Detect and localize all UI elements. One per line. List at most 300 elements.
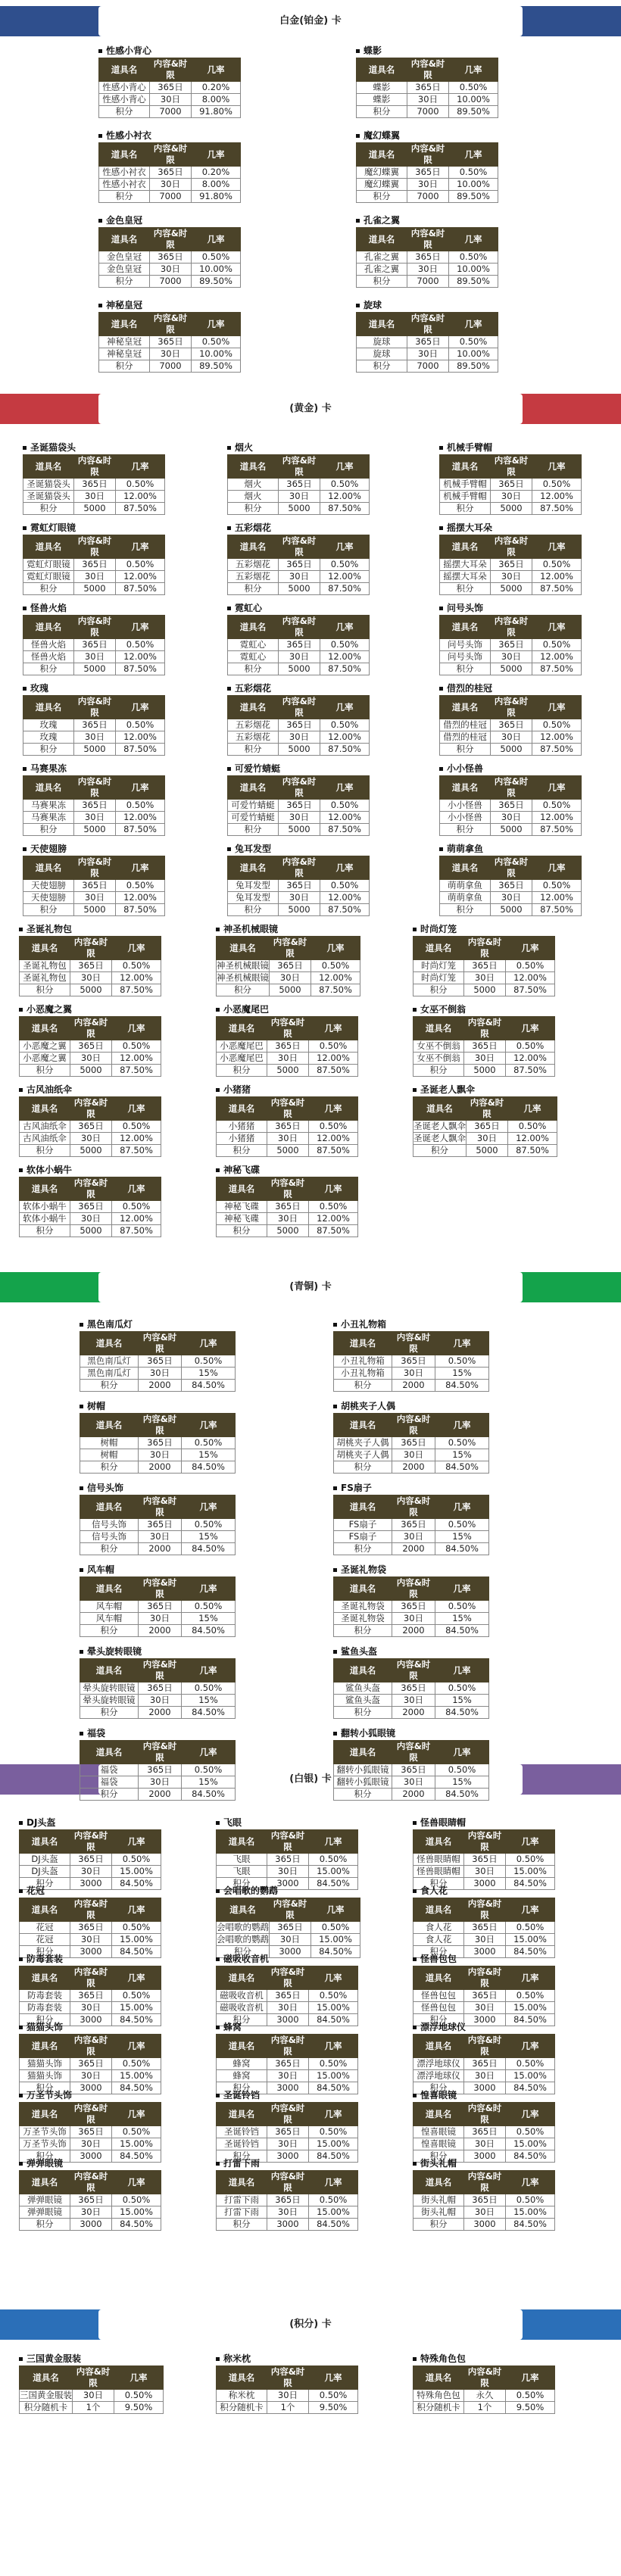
table-cell: 积分: [413, 2219, 464, 2231]
item-card: [413, 2352, 555, 2414]
item-card-title-text: 孔雀之翼: [364, 215, 401, 226]
table-header-cell: 内容&时限: [407, 313, 449, 336]
table-cell: 怪兽火焰: [23, 639, 74, 651]
probability-table: [413, 1898, 555, 1958]
bullet-square-icon: [216, 1088, 220, 1092]
bullet-square-icon: [333, 1650, 337, 1654]
item-card-title-text: 摇摆大耳朵: [447, 522, 493, 533]
table-header-row: [23, 776, 165, 800]
table-row: [217, 960, 360, 972]
probability-table: [216, 1829, 358, 1890]
table-cell: 0.50%: [112, 1040, 161, 1053]
table-cell: 30日: [267, 2070, 309, 2082]
table-cell: 3000: [267, 2150, 309, 2163]
table-cell: 神秘皇冠: [99, 336, 150, 348]
item-card-title-text: 烟火: [235, 442, 254, 453]
table-cell: 30日: [392, 1613, 435, 1625]
probability-table: [413, 2365, 555, 2414]
table-row: [23, 559, 165, 571]
table-cell: 问号头饰: [440, 639, 491, 651]
section-title: (白银) 卡: [289, 1773, 332, 1785]
bullet-square-icon: [98, 134, 102, 138]
item-card-title-text: 鲨鱼头盔: [341, 1646, 378, 1657]
table-cell: 0.50%: [309, 1201, 358, 1213]
table-header-cell: 道具名: [440, 455, 491, 479]
probability-table: [23, 695, 165, 756]
table-cell: 烟火: [228, 491, 279, 503]
bullet-square-icon: [227, 526, 231, 530]
table-row: [20, 1922, 161, 1934]
table-header-cell: 内容&时限: [70, 1898, 112, 1922]
table-cell: 1个: [267, 2402, 309, 2414]
table-cell: 0.50%: [116, 479, 165, 491]
table-row: [228, 800, 370, 812]
table-cell: 机械手臂帽: [440, 491, 491, 503]
table-row: [413, 2138, 555, 2150]
table-cell: 防毒套装: [20, 1990, 70, 2002]
table-cell: 5000: [279, 583, 320, 595]
bullet-square-icon: [216, 1008, 220, 1012]
table-row: [357, 106, 498, 118]
table-cell: 365日: [139, 1355, 182, 1368]
bullet-square-icon: [98, 304, 102, 307]
table-header-cell: 内容&时限: [150, 143, 192, 167]
table-header-row: [440, 455, 582, 479]
table-header-cell: 几率: [114, 2366, 164, 2390]
table-cell: 12.00%: [116, 731, 165, 744]
bullet-square-icon: [98, 49, 102, 53]
bullet-square-icon: [333, 1732, 337, 1736]
bullet-square-icon: [216, 2026, 220, 2029]
table-row: [20, 2390, 164, 2402]
table-cell: 积分: [20, 984, 70, 996]
table-cell: 12.00%: [112, 972, 161, 984]
table-header-cell: 内容&时限: [70, 2171, 112, 2194]
table-row: [23, 503, 165, 515]
table-cell: 30日: [150, 348, 192, 360]
table-cell: 87.50%: [532, 904, 582, 916]
table-cell: 积分: [357, 106, 407, 118]
table-row: [440, 559, 582, 571]
table-row: [80, 1613, 236, 1625]
probability-table: [19, 1177, 161, 1237]
item-card-title-text: 磁吸收音机: [223, 1954, 270, 1964]
bullet-square-icon: [216, 1889, 220, 1893]
table-cell: 会唱歌的鹦鹉: [217, 1934, 269, 1944]
table-header-cell: 道具名: [217, 1830, 267, 1854]
table-cell: 0.50%: [320, 479, 370, 491]
table-cell: 五彩烟花: [228, 719, 279, 731]
item-card-title: [227, 681, 370, 695]
table-header-row: [357, 313, 498, 336]
table-row: [20, 1990, 161, 2002]
table-header-cell: 道具名: [80, 1741, 139, 1764]
table-cell: 365日: [70, 1922, 112, 1934]
table-cell: 12.00%: [116, 892, 165, 904]
bullet-square-icon: [80, 1568, 83, 1572]
table-header-cell: 道具名: [217, 1966, 267, 1990]
table-header-cell: 内容&时限: [392, 1659, 435, 1683]
table-cell: 0.50%: [116, 800, 165, 812]
table-cell: 0.50%: [506, 1040, 555, 1053]
table-header-cell: 几率: [435, 1332, 489, 1355]
table-cell: 30日: [150, 179, 192, 191]
table-cell: 旋球: [357, 348, 407, 360]
table-cell: 30日: [464, 2070, 506, 2082]
item-card-title: [19, 2088, 161, 2102]
table-cell: 87.50%: [506, 984, 555, 996]
item-card-title: [19, 1816, 161, 1829]
table-row: [23, 731, 165, 744]
table-row: [413, 1053, 555, 1065]
probability-table: [413, 2102, 555, 2163]
table-row: [99, 94, 241, 106]
item-card: [23, 601, 165, 675]
item-card-title: [439, 762, 582, 775]
table-header-cell: 内容&时限: [270, 937, 311, 960]
table-header-cell: 几率: [116, 776, 165, 800]
table-cell: 0.50%: [112, 960, 161, 972]
item-card-title-text: 福袋: [87, 1728, 106, 1739]
item-card-title: [19, 1083, 161, 1096]
table-cell: 积分随机卡: [413, 2402, 464, 2414]
table-cell: 积分: [20, 1878, 70, 1890]
bullet-square-icon: [333, 1486, 337, 1490]
table-row: [413, 2390, 555, 2402]
table-cell: 365日: [74, 639, 116, 651]
table-row: [228, 651, 370, 663]
table-cell: 365日: [279, 559, 320, 571]
item-card-title-text: 古风油纸伞: [27, 1084, 73, 1095]
probability-table: [413, 2170, 555, 2231]
item-card-title-text: 怪兽火焰: [30, 603, 67, 613]
table-row: [413, 1854, 555, 1866]
item-card: [439, 601, 582, 675]
table-cell: 30日: [74, 812, 116, 824]
table-cell: 87.50%: [532, 583, 582, 595]
table-row: [440, 571, 582, 583]
table-header-row: [20, 2103, 161, 2126]
table-cell: 女巫不倒翁: [413, 1053, 464, 1065]
table-row: [357, 336, 498, 348]
item-card-title-text: 飞眼: [223, 1817, 242, 1828]
table-header-cell: 内容&时限: [70, 1017, 112, 1040]
item-card-title: [333, 1318, 489, 1331]
table-cell: 365日: [139, 1601, 182, 1613]
table-row: [334, 1380, 489, 1392]
item-card-title-text: 万圣节头饰: [27, 2090, 73, 2100]
item-card: [216, 1816, 358, 1890]
table-cell: 15%: [435, 1449, 489, 1461]
probability-table: [216, 1177, 358, 1237]
table-row: [23, 880, 165, 892]
table-cell: 萌萌拿鱼: [440, 880, 491, 892]
table-cell: 365日: [139, 1764, 182, 1776]
table-cell: 积分: [228, 904, 279, 916]
table-row: [20, 1040, 161, 1053]
table-cell: 0.50%: [320, 880, 370, 892]
table-cell: 30日: [267, 2138, 309, 2150]
table-header-cell: 内容&时限: [139, 1659, 182, 1683]
item-card-title: [80, 1318, 236, 1331]
table-cell: 怪兽眼睛帽: [413, 1866, 464, 1878]
table-row: [413, 1133, 557, 1145]
table-cell: 365日: [139, 1519, 182, 1531]
table-cell: 0.50%: [508, 1121, 557, 1133]
table-cell: 0.50%: [435, 1764, 489, 1776]
probability-table: [439, 615, 582, 675]
table-cell: 12.00%: [532, 651, 582, 663]
bullet-square-icon: [227, 847, 231, 851]
item-card-title-text: 怪兽眼睛帽: [420, 1817, 467, 1828]
table-cell: 87.50%: [508, 1145, 557, 1157]
table-cell: 84.50%: [506, 1878, 555, 1890]
table-cell: 时尚灯笼: [413, 960, 464, 972]
bullet-square-icon: [413, 2357, 417, 2361]
table-cell: 神秘皇冠: [99, 348, 150, 360]
table-row: [20, 1145, 161, 1157]
table-header-cell: 内容&时限: [139, 1332, 182, 1355]
table-header-cell: 几率: [309, 2171, 358, 2194]
table-header-cell: 几率: [309, 1966, 358, 1990]
table-cell: 积分: [228, 583, 279, 595]
table-cell: 性感小衬衣: [99, 167, 150, 179]
probability-table: [98, 58, 241, 118]
table-cell: 积分: [440, 503, 491, 515]
table-cell: 365日: [464, 960, 506, 972]
table-cell: 84.50%: [112, 2014, 161, 2026]
table-cell: 信号头饰: [80, 1531, 139, 1543]
table-header-row: [413, 1966, 555, 1990]
table-cell: 0.50%: [532, 639, 582, 651]
table-cell: 性感小背心: [99, 82, 150, 94]
item-card: [413, 2088, 555, 2163]
table-cell: 30日: [150, 264, 192, 276]
table-row: [99, 348, 241, 360]
table-cell: 30日: [407, 264, 449, 276]
table-header-cell: 内容&时限: [74, 616, 116, 639]
probability-table: [23, 856, 165, 916]
bullet-square-icon: [80, 1486, 83, 1490]
table-row: [217, 1866, 358, 1878]
table-cell: 30日: [74, 571, 116, 583]
item-card: [216, 1884, 360, 1958]
table-cell: 积分: [23, 824, 74, 836]
table-cell: 0.50%: [435, 1683, 489, 1695]
table-cell: 福袋: [80, 1776, 139, 1789]
table-cell: 猫猫头饰: [20, 2070, 70, 2082]
table-row: [413, 2002, 555, 2014]
table-cell: 神秘飞碟: [217, 1213, 267, 1225]
table-cell: 87.50%: [311, 984, 360, 996]
table-header-cell: 道具名: [217, 1097, 267, 1121]
table-row: [80, 1764, 236, 1776]
table-cell: 9.50%: [506, 2402, 555, 2414]
table-cell: 晕头旋转眼镜: [80, 1695, 139, 1707]
table-cell: 12.00%: [116, 571, 165, 583]
table-cell: 翻转小狐眼镜: [334, 1764, 392, 1776]
table-cell: 晕头旋转眼镜: [80, 1683, 139, 1695]
table-row: [20, 2194, 161, 2206]
item-card-title: [356, 44, 498, 58]
table-cell: 金色皇冠: [99, 264, 150, 276]
item-card: [333, 1563, 489, 1637]
table-cell: 15%: [435, 1531, 489, 1543]
bullet-square-icon: [439, 607, 443, 610]
table-cell: 0.20%: [192, 167, 241, 179]
item-card-title: [19, 1884, 161, 1898]
item-card-title: [356, 298, 498, 312]
table-header-cell: 内容&时限: [267, 1177, 309, 1201]
table-cell: 365日: [70, 2194, 112, 2206]
item-card-title-text: 怪兽包包: [420, 1954, 457, 1964]
table-header-cell: 道具名: [413, 1830, 464, 1854]
table-cell: 小小怪兽: [440, 800, 491, 812]
table-cell: 365日: [267, 1201, 309, 1213]
table-cell: 84.50%: [435, 1707, 489, 1719]
table-row: [217, 1225, 358, 1237]
table-row: [413, 2402, 555, 2414]
table-cell: 积分: [334, 1380, 392, 1392]
bullet-square-icon: [23, 687, 27, 691]
table-cell: 小猪猪: [217, 1133, 267, 1145]
table-cell: 365日: [491, 559, 532, 571]
bullet-square-icon: [19, 1008, 23, 1012]
table-cell: 0.50%: [116, 639, 165, 651]
table-row: [23, 663, 165, 675]
table-header-row: [23, 696, 165, 719]
table-row: [80, 1543, 236, 1555]
table-row: [217, 1213, 358, 1225]
table-cell: 圣诞铃铛: [217, 2126, 267, 2138]
table-header-cell: 几率: [192, 58, 241, 82]
table-cell: 84.50%: [435, 1461, 489, 1474]
table-cell: 打雷下雨: [217, 2194, 267, 2206]
table-row: [23, 651, 165, 663]
table-cell: 30日: [407, 348, 449, 360]
table-row: [80, 1695, 236, 1707]
table-cell: 30日: [464, 2206, 506, 2219]
table-cell: 积分: [440, 744, 491, 756]
table-row: [99, 276, 241, 288]
table-cell: 鲨鱼头盔: [334, 1695, 392, 1707]
table-cell: 翻转小狐眼镜: [334, 1776, 392, 1789]
table-header-cell: 道具名: [80, 1659, 139, 1683]
table-cell: 12.00%: [309, 1053, 358, 1065]
table-cell: 365日: [491, 479, 532, 491]
table-header-cell: 几率: [182, 1659, 236, 1683]
item-card-title: [80, 1481, 236, 1495]
table-header-cell: 几率: [506, 1017, 555, 1040]
table-header-cell: 几率: [506, 937, 555, 960]
table-header-cell: 几率: [449, 228, 498, 251]
table-cell: 84.50%: [309, 1878, 358, 1890]
item-card-title: [333, 1399, 489, 1413]
table-row: [357, 191, 498, 203]
table-header-row: [228, 696, 370, 719]
item-card-title: [19, 2020, 161, 2034]
table-cell: 365日: [74, 479, 116, 491]
table-cell: 365日: [267, 2058, 309, 2070]
item-card-title: [216, 1884, 360, 1898]
table-header-cell: 内容&时限: [74, 856, 116, 880]
table-cell: 84.50%: [435, 1380, 489, 1392]
table-cell: 3000: [270, 1946, 311, 1958]
table-cell: 圣诞猫袋头: [23, 479, 74, 491]
table-cell: 5000: [491, 904, 532, 916]
table-row: [228, 812, 370, 824]
table-header-cell: 几率: [112, 2103, 161, 2126]
table-cell: 365日: [392, 1601, 435, 1613]
table-header-cell: 内容&时限: [74, 455, 116, 479]
table-header-row: [228, 856, 370, 880]
table-cell: 365日: [267, 1040, 309, 1053]
item-card: [19, 922, 161, 996]
item-card: [23, 441, 165, 515]
table-cell: 5000: [464, 984, 506, 996]
item-card-title-text: 金色皇冠: [106, 215, 143, 226]
table-header-cell: 道具名: [413, 2103, 464, 2126]
table-cell: 3000: [267, 1878, 309, 1890]
table-cell: 87.50%: [320, 663, 370, 675]
table-cell: 365日: [407, 251, 449, 264]
table-row: [217, 1040, 358, 1053]
table-header-cell: 几率: [449, 313, 498, 336]
table-cell: 积分: [80, 1625, 139, 1637]
table-cell: 0.50%: [116, 719, 165, 731]
table-row: [99, 251, 241, 264]
probability-table: [413, 2034, 555, 2094]
item-card-title: [413, 1952, 555, 1966]
table-cell: 84.50%: [311, 1946, 360, 1958]
table-cell: 积分: [99, 191, 150, 203]
table-cell: 3000: [70, 2082, 112, 2094]
table-row: [20, 1133, 161, 1145]
table-header-row: [217, 2171, 358, 2194]
table-header-row: [440, 776, 582, 800]
table-header-cell: 内容&时限: [464, 1017, 506, 1040]
table-row: [357, 179, 498, 191]
table-cell: 积分: [440, 663, 491, 675]
table-header-cell: 内容&时限: [74, 776, 116, 800]
bullet-square-icon: [19, 1088, 23, 1092]
table-cell: 时尚灯笼: [413, 972, 464, 984]
table-cell: 小恶魔之翼: [20, 1040, 70, 1053]
table-cell: 89.50%: [449, 106, 498, 118]
table-header-cell: 几率: [320, 616, 370, 639]
table-header-cell: 道具名: [23, 455, 74, 479]
table-header-cell: 道具名: [20, 1097, 70, 1121]
table-row: [413, 1934, 555, 1946]
item-card: [98, 214, 241, 288]
probability-table: [80, 1413, 236, 1474]
item-card: [413, 1952, 555, 2026]
table-header-row: [23, 535, 165, 559]
table-cell: 30日: [267, 2002, 309, 2014]
table-cell: 30日: [270, 972, 311, 984]
table-cell: 0.50%: [192, 336, 241, 348]
probability-table: [23, 454, 165, 515]
table-cell: 15.00%: [112, 2002, 161, 2014]
table-cell: 软体小蜗牛: [20, 1201, 70, 1213]
table-cell: 飞眼: [217, 1866, 267, 1878]
table-header-cell: 道具名: [228, 776, 279, 800]
table-header-cell: 内容&时限: [491, 616, 532, 639]
table-header-cell: 几率: [435, 1659, 489, 1683]
bullet-square-icon: [216, 2094, 220, 2097]
item-card-title: [413, 2157, 555, 2170]
table-cell: 12.00%: [320, 812, 370, 824]
